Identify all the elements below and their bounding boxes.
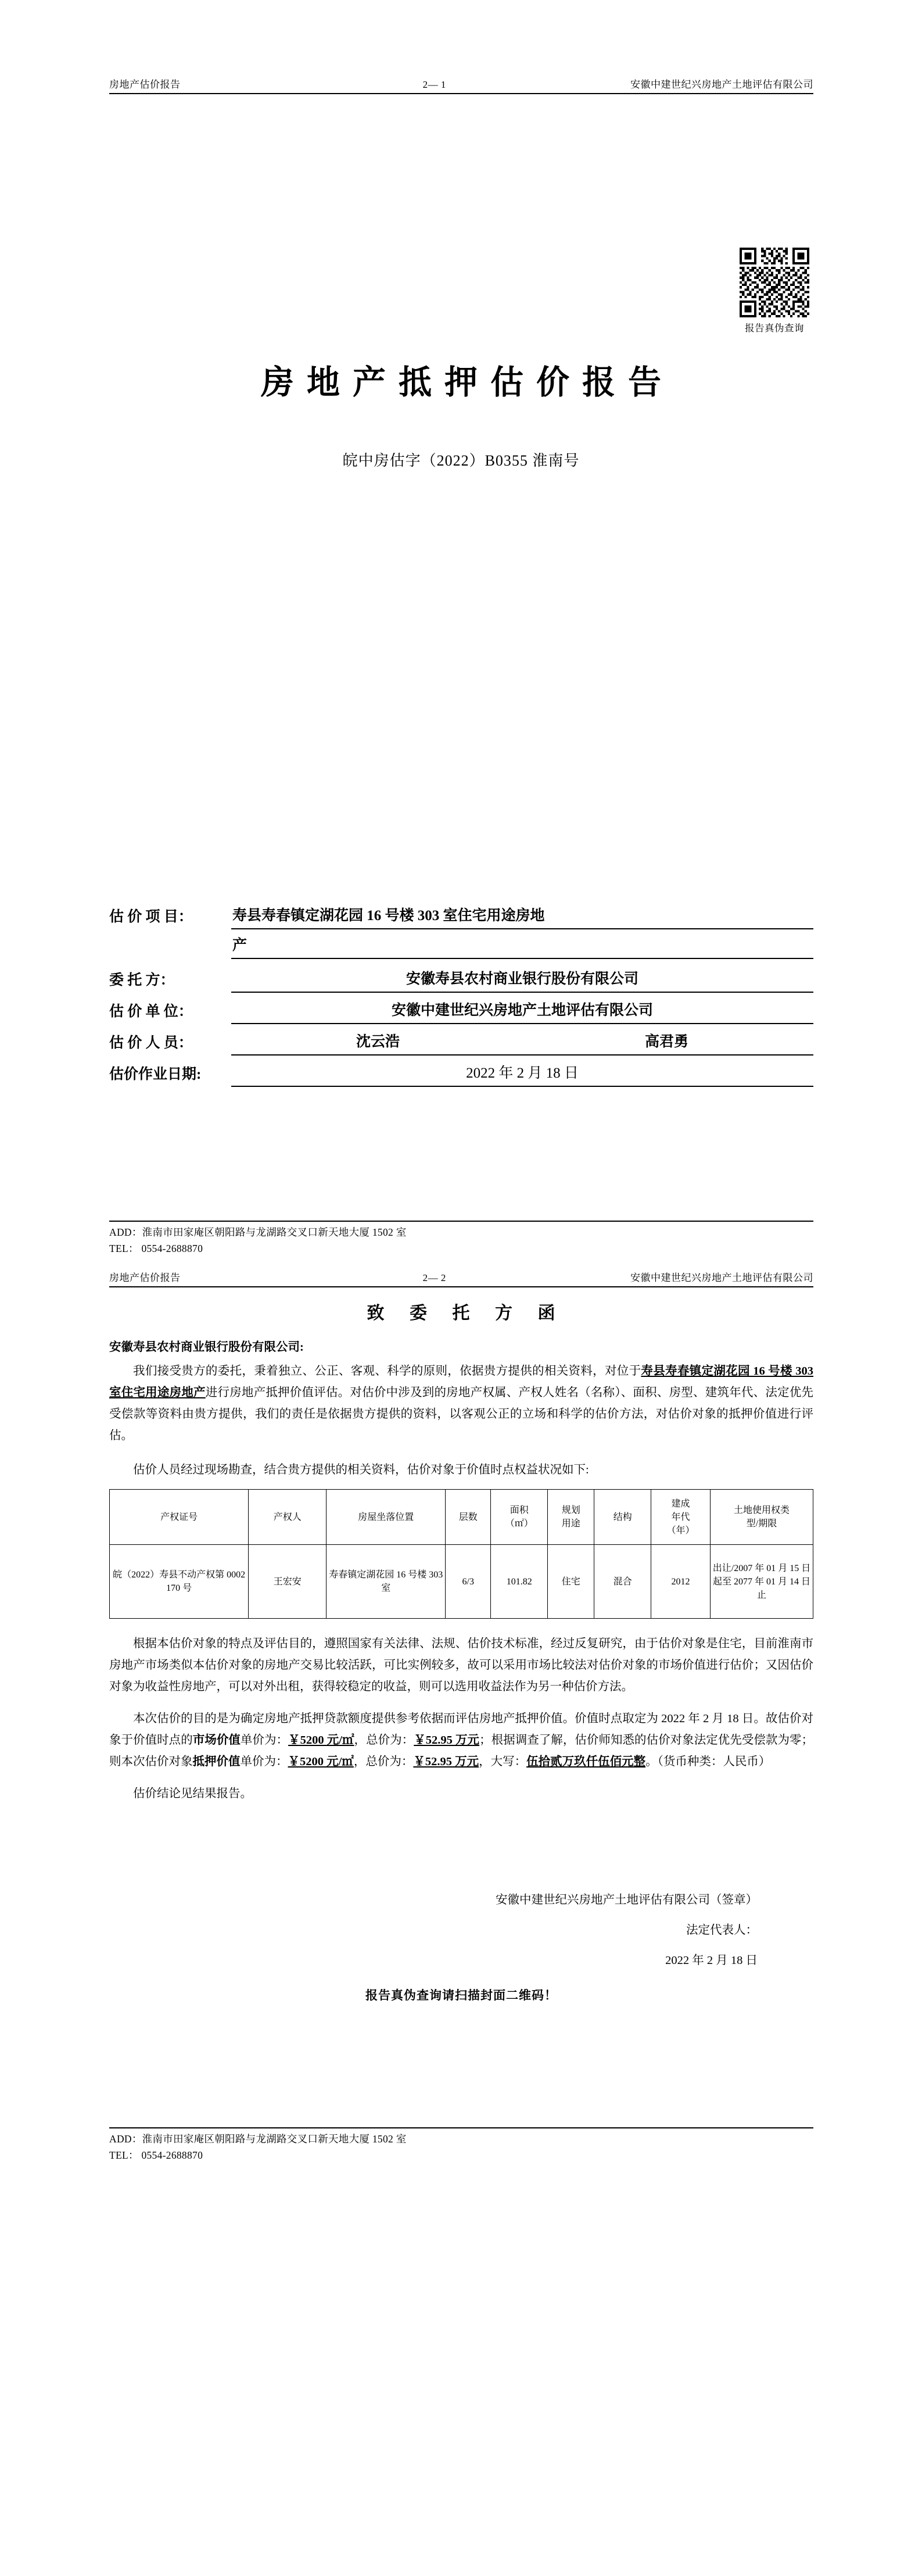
para4-part-d: ；根据调查了解，估价师知悉的估价对象法定优先受偿款为零；则本次估价对象: [109, 1734, 814, 1768]
header-page-number-p2: 2— 2: [422, 1272, 446, 1283]
header-left-text: 房地产估价报告: [109, 79, 181, 90]
field-value-appraisal-unit[interactable]: 安徽中建世纪兴房地产土地评估有限公司: [231, 999, 813, 1024]
cover-field-list: [109, 904, 813, 1091]
field-value-appraisers[interactable]: [231, 1030, 813, 1056]
para4-part-f: ，总价为：: [353, 1755, 414, 1768]
th-floors: 层数: [446, 1490, 491, 1545]
td-structure: 混合: [594, 1545, 651, 1619]
cover-page: [0, 0, 922, 1273]
authenticity-notice: 报告真伪查询请扫描封面二维码！: [365, 1988, 557, 2002]
mortgage-unit-price: ￥5200 元/㎡: [288, 1755, 354, 1768]
letter-paragraph-5: 估价结论见结果报告。: [133, 1787, 252, 1800]
field-value-date[interactable]: 2022 年 2 月 18 日: [231, 1061, 813, 1087]
header-divider-p2: [109, 1286, 813, 1287]
report-number: 皖中房估字（2022）B0355 淮南号: [342, 452, 580, 469]
th-owner: 产权人: [249, 1490, 327, 1545]
th-area: 面积 （㎡）: [491, 1490, 548, 1545]
amount-in-words: 伍拾贰万玖仟伍佰元整: [526, 1755, 646, 1768]
property-table: [109, 1489, 813, 1619]
th-structure: 结构: [594, 1490, 651, 1545]
field-row-client: [109, 967, 813, 993]
para1-part-a: 我们接受贵方的委托，秉着独立、公正、客观、科学的原则，依据贵方提供的相关资料，对位于: [133, 1365, 641, 1378]
field-value-client[interactable]: 安徽寿县农村商业银行股份有限公司: [231, 967, 813, 993]
field-row-appraisal-unit: [109, 999, 813, 1024]
th-cert-no: 产权证号: [110, 1490, 249, 1545]
para4-part-c: ，总价为：: [354, 1734, 414, 1747]
letter-title: 致 委 托 方 函: [367, 1304, 566, 1323]
footer-address-line: ADD：淮南市田家庵区朝阳路与龙湖路交叉口新天地大厦 1502 室: [109, 1221, 813, 1240]
field-row-date: [109, 1061, 813, 1087]
field-label-appraisal-unit: 估 价 单 位：: [109, 1004, 193, 1019]
signature-company: 安徽中建世纪兴房地产土地评估有限公司（签章）: [496, 1894, 758, 1906]
field-value-project-cont[interactable]: 产: [231, 933, 813, 959]
header-company-name-p2: 安徽中建世纪兴房地产土地评估有限公司: [630, 1272, 813, 1283]
para4-part-g: ，大写：: [479, 1755, 527, 1768]
market-unit-price: ￥5200 元/㎡: [288, 1734, 354, 1747]
page-title: 房地产抵押估价报告: [261, 364, 674, 401]
para4-part-e: 单价为：: [240, 1755, 288, 1768]
para1-part-c: 进行房地产抵押价值评估。对估价中涉及到的房地产权属、产权人姓名（名称）、面积、房型、建筑年代、法定优先受偿款等资料由贵方提供，我们的责任是依据贵方提供的资料，以客观公正的立场和科学的估价方法，对估价对象的抵押价值进行评估。: [109, 1386, 814, 1442]
letter-salutation: 安徽寿县农村商业银行股份有限公司:: [109, 1341, 304, 1354]
market-total-price: ￥52.95 万元: [414, 1734, 480, 1747]
field-label-date: 估价作业日期:: [109, 1067, 202, 1082]
header-company-name: 安徽中建世纪兴房地产土地评估有限公司: [630, 79, 813, 90]
para4-part-a: 本次估价的目的是为确定房地产抵押贷款额度提供参考依据而评估房地产抵押价值。价值时点取定为 2022 年 2 月 18 日。故估价对象于价值时点的: [109, 1712, 813, 1747]
field-label-project: 估 价 项 目：: [109, 909, 193, 925]
td-year: 2012: [651, 1545, 711, 1619]
footer-tel-line: TEL： 0554-2688870: [109, 1243, 203, 1254]
signature-date: 2022 年 2 月 18 日: [665, 1954, 758, 1967]
field-label-client: 委 托 方：: [109, 972, 175, 988]
th-location: 房屋坐落位置: [327, 1490, 446, 1545]
running-header-page1: [109, 78, 813, 94]
appraiser-name-2: 高君勇: [644, 1034, 688, 1050]
property-table-wrap: [109, 1489, 813, 1619]
letter-paragraph-4: [109, 1708, 813, 1773]
footer-address-line-p2: ADD：淮南市田家庵区朝阳路与龙湖路交叉口新天地大厦 1502 室: [109, 2127, 813, 2147]
appraiser-name-1: 沈云浩: [356, 1034, 400, 1050]
para4-mortgage-value-label: 抵押价值: [192, 1755, 241, 1768]
td-location: 寿春镇定湖花园 16 号楼 303 室: [327, 1545, 446, 1619]
table-row: [110, 1545, 813, 1619]
letter-body-top: [109, 1337, 813, 1483]
letter-footer-address: [109, 2127, 813, 2163]
letter-paragraph-1: [109, 1361, 813, 1447]
qr-code-icon[interactable]: [740, 248, 809, 317]
para4-part-h: 。（货币种类：人民币）: [645, 1755, 771, 1768]
td-land-right: 出让/2007 年 01 月 15 日起至 2077 年 01 月 14 日止: [710, 1545, 813, 1619]
para4-part-b: 单价为：: [240, 1734, 289, 1747]
header-divider: [109, 93, 813, 94]
field-value-project[interactable]: 寿县寿春镇定湖花园 16 号楼 303 室住宅用途房地: [231, 904, 813, 929]
th-usage: 规划 用途: [548, 1490, 594, 1545]
td-cert-no: 皖（2022）寿县不动产权第 0002170 号: [110, 1545, 249, 1619]
td-usage: 住宅: [548, 1545, 594, 1619]
para1-subject-property: 寿县寿春镇定湖花园 16 号楼 303 室住宅用途房地产: [109, 1365, 813, 1399]
th-year: 建成 年代 （年）: [651, 1490, 711, 1545]
letter-page: [0, 1273, 922, 2576]
field-row-project: [109, 904, 813, 929]
field-row-project-cont: [109, 933, 813, 959]
header-page-number: 2— 1: [422, 79, 446, 90]
letter-body-bottom: [109, 1633, 813, 1807]
field-label-appraisers: 估 价 人 员：: [109, 1035, 193, 1051]
field-label-project-cont: [109, 935, 231, 959]
td-area: 101.82: [491, 1545, 548, 1619]
td-owner: 王宏安: [249, 1545, 327, 1619]
cover-footer-address: [109, 1221, 813, 1257]
field-row-appraisers: [109, 1030, 813, 1056]
letter-paragraph-3: 根据本估价对象的特点及评估目的，遵照国家有关法律、法规、估价技术标准，经过反复研究，由于估价对象是住宅，目前淮南市房地产市场类似本估价对象的房地产交易比较活跃，可比实例较多，故可以采用市场比较法对估价对象的市场价值进行估价；又因估价对象为收益性房地产，可以对外出租，获得较稳定的收益，则可以选用收益法作为另一种估价方法。: [109, 1637, 813, 1693]
qr-block: [740, 248, 809, 334]
letter-paragraph-2: 估价人员经过现场勘查，结合贵方提供的相关资料，估价对象于价值时点权益状况如下:: [133, 1464, 589, 1476]
table-header-row: [110, 1490, 813, 1545]
th-land-right: 土地使用权类 型/期限: [710, 1490, 813, 1545]
mortgage-total-price: ￥52.95 万元: [413, 1755, 479, 1768]
running-header-page2: [109, 1272, 813, 1287]
td-floors: 6/3: [446, 1545, 491, 1619]
signature-legal-rep: 法定代表人：: [686, 1924, 758, 1937]
header-left-text-p2: 房地产估价报告: [109, 1272, 181, 1283]
para4-market-value-label: 市场价值: [192, 1734, 241, 1747]
footer-tel-line-p2: TEL： 0554-2688870: [109, 2149, 203, 2161]
qr-caption: 报告真伪查询: [745, 323, 804, 334]
